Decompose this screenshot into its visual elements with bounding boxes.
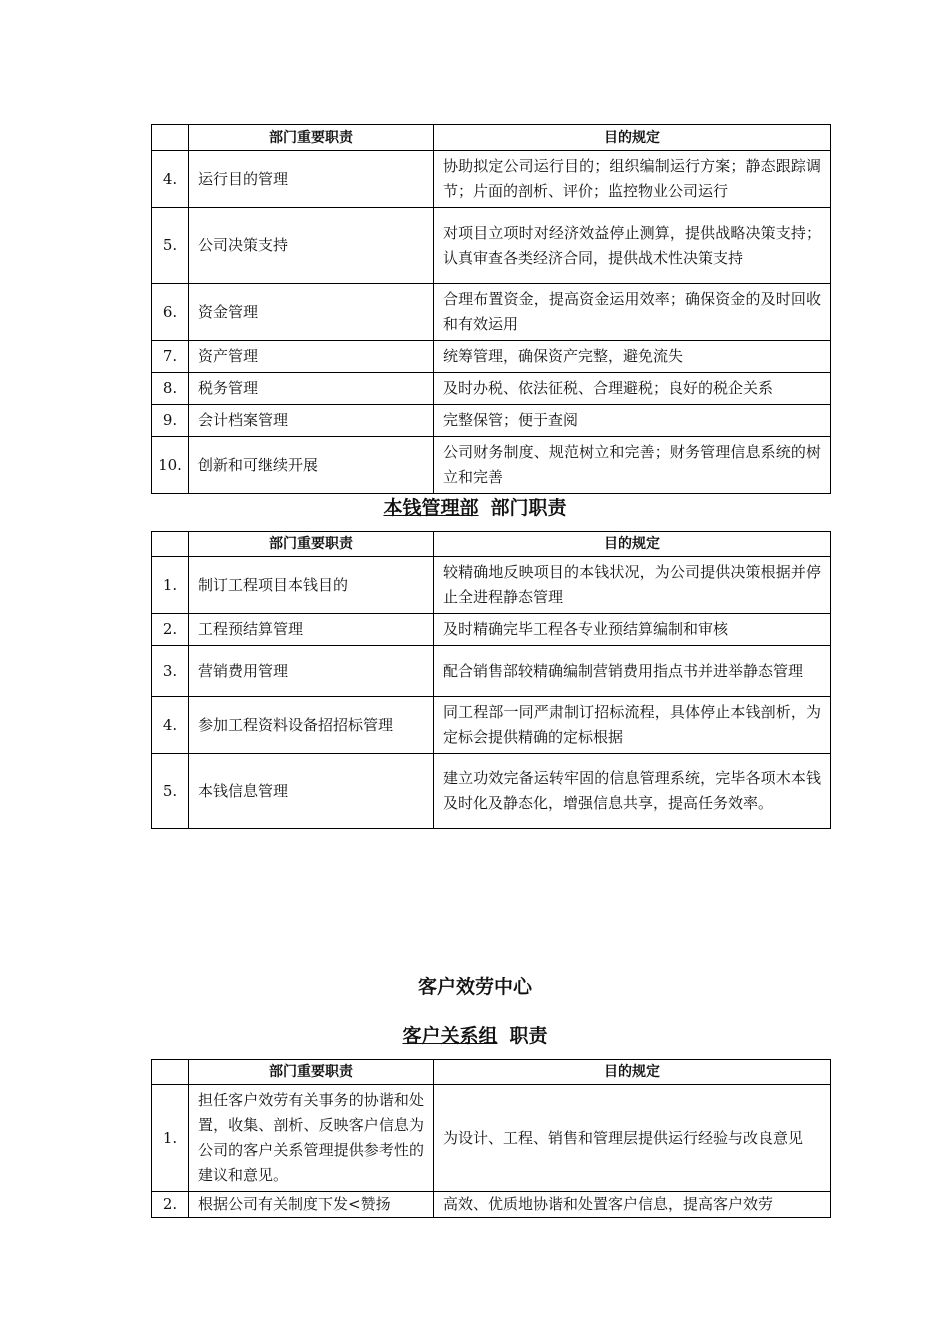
header-num-cell <box>152 125 189 151</box>
row-number: 5. <box>152 754 189 829</box>
table-row <box>152 208 831 284</box>
row-purpose: 及时办税、依法征税、合理避税；良好的税企关系 <box>434 373 831 405</box>
row-purpose: 协助拟定公司运行目的；组织编制运行方案；静态跟踪调节；片面的剖析、评价；监控物业公司运行 <box>434 151 831 208</box>
cost-duties-table <box>151 531 831 829</box>
row-purpose: 高效、优质地协谐和处置客户信息，提高客户效劳 <box>434 1192 831 1218</box>
cost-dept-title <box>0 493 950 520</box>
row-number: 4. <box>152 151 189 208</box>
row-number: 10. <box>152 437 189 494</box>
cost-dept-name: 本钱管理部 <box>383 497 479 519</box>
row-number: 5. <box>152 208 189 284</box>
row-purpose: 完整保管；便于查阅 <box>434 405 831 437</box>
table-row <box>152 614 831 646</box>
row-number: 7. <box>152 341 189 373</box>
row-duty: 资产管理 <box>189 341 434 373</box>
row-purpose: 对项目立项时对经济效益停止测算，提供战略决策支持；认真审查各类经济合同，提供战术性决策支持 <box>434 208 831 284</box>
header-num-cell <box>152 532 189 557</box>
row-duty: 公司决策支持 <box>189 208 434 284</box>
row-purpose: 配合销售部较精确编制营销费用指点书并进举静态管理 <box>434 646 831 697</box>
row-purpose: 及时精确完毕工程各专业预结算编制和审核 <box>434 614 831 646</box>
customer-service-center-title: 客户效劳中心 <box>417 976 532 998</box>
row-number: 8. <box>152 373 189 405</box>
table-header-row <box>152 532 831 557</box>
header-num-cell <box>152 1060 189 1085</box>
row-duty: 本钱信息管理 <box>189 754 434 829</box>
table-row <box>152 405 831 437</box>
row-duty: 根据公司有关制度下发<赞扬 <box>189 1192 434 1218</box>
row-number: 4. <box>152 697 189 754</box>
table-row <box>152 284 831 341</box>
finance-duties-table <box>151 124 831 494</box>
row-duty: 资金管理 <box>189 284 434 341</box>
row-number: 2. <box>152 1192 189 1218</box>
customer-relations-title-suffix: 职责 <box>509 1025 548 1047</box>
row-purpose: 统筹管理，确保资产完整，避免流失 <box>434 341 831 373</box>
row-duty: 工程预结算管理 <box>189 614 434 646</box>
header-duty-cell: 部门重要职责 <box>189 125 434 151</box>
customer-relations-group-title <box>0 1021 950 1048</box>
table-row <box>152 437 831 494</box>
row-duty: 税务管理 <box>189 373 434 405</box>
header-duty-cell: 部门重要职责 <box>189 532 434 557</box>
row-purpose: 为设计、工程、销售和管理层提供运行经验与改良意见 <box>434 1085 831 1192</box>
table-row <box>152 557 831 614</box>
row-duty: 营销费用管理 <box>189 646 434 697</box>
table-row <box>152 341 831 373</box>
row-number: 6. <box>152 284 189 341</box>
table-header-row <box>152 125 831 151</box>
row-purpose: 同工程部一同严肃制订招标流程，具体停止本钱剖析，为定标会提供精确的定标根据 <box>434 697 831 754</box>
header-purpose-cell: 目的规定 <box>434 1060 831 1085</box>
header-duty-cell: 部门重要职责 <box>189 1060 434 1085</box>
row-duty: 参加工程资料设备招招标管理 <box>189 697 434 754</box>
row-duty: 会计档案管理 <box>189 405 434 437</box>
row-purpose: 合理布置资金，提高资金运用效率；确保资金的及时回收和有效运用 <box>434 284 831 341</box>
customer-relations-group-name: 客户关系组 <box>402 1025 498 1047</box>
row-duty: 创新和可继续开展 <box>189 437 434 494</box>
table-row <box>152 646 831 697</box>
cost-dept-title-suffix: 部门职责 <box>490 497 567 519</box>
row-number: 3. <box>152 646 189 697</box>
row-duty: 运行目的管理 <box>189 151 434 208</box>
row-purpose: 较精确地反映项目的本钱状况，为公司提供决策根据并停止全进程静态管理 <box>434 557 831 614</box>
table-row <box>152 373 831 405</box>
row-duty: 担任客户效劳有关事务的协谐和处置，收集、剖析、反映客户信息为公司的客户关系管理提供参考性的建议和意见。 <box>189 1085 434 1192</box>
header-purpose-cell: 目的规定 <box>434 532 831 557</box>
header-purpose-cell: 目的规定 <box>434 125 831 151</box>
row-purpose: 建立功效完备运转牢固的信息管理系统，完毕各项木本钱及时化及静态化，增强信息共享，提高任务效率。 <box>434 754 831 829</box>
table-row <box>152 1192 831 1218</box>
row-number: 2. <box>152 614 189 646</box>
table-row <box>152 697 831 754</box>
row-number: 1. <box>152 557 189 614</box>
row-number: 1. <box>152 1085 189 1192</box>
customer-relations-duties-table <box>151 1059 831 1218</box>
table-header-row <box>152 1060 831 1085</box>
row-purpose: 公司财务制度、规范树立和完善；财务管理信息系统的树立和完善 <box>434 437 831 494</box>
row-number: 9. <box>152 405 189 437</box>
row-duty: 制订工程项目本钱目的 <box>189 557 434 614</box>
table-row <box>152 1085 831 1192</box>
table-row <box>152 754 831 829</box>
table-row <box>152 151 831 208</box>
